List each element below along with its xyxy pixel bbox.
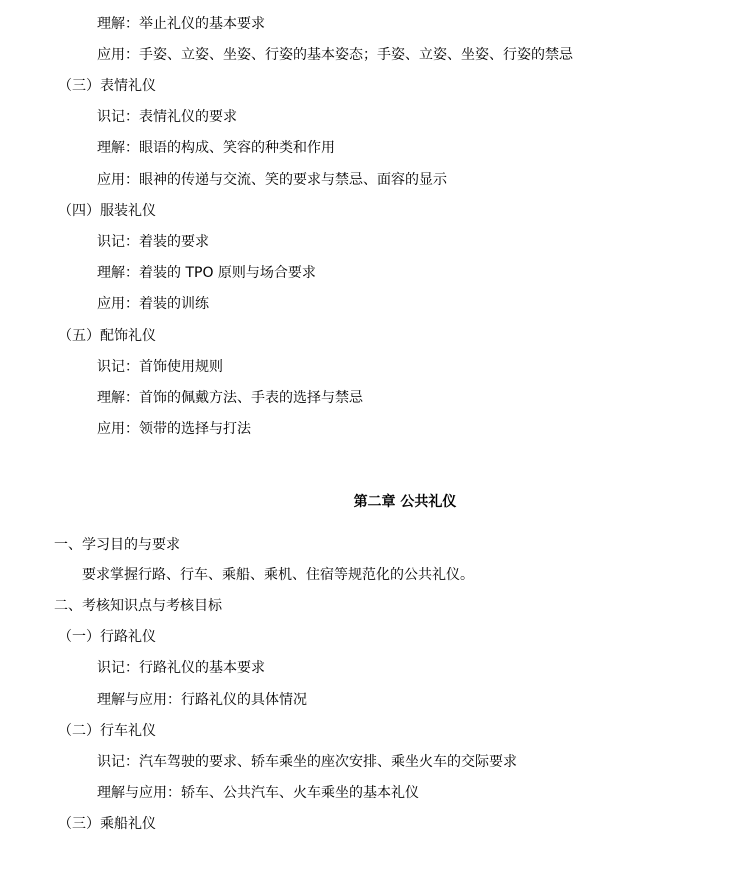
subsection-heading: （四）服装礼仪 <box>58 203 156 219</box>
list-item: 识记：首饰使用规则 <box>97 359 223 375</box>
list-item: 理解：举止礼仪的基本要求 <box>97 16 265 32</box>
list-item: 理解与应用：行路礼仪的具体情况 <box>97 692 307 708</box>
list-item: 理解：着装的 TPO 原则与场合要求 <box>97 265 316 281</box>
subsection-heading: （三）乘船礼仪 <box>58 816 156 832</box>
subsection-heading: （三）表情礼仪 <box>58 78 156 94</box>
paragraph: 要求掌握行路、行车、乘船、乘机、住宿等规范化的公共礼仪。 <box>82 567 474 583</box>
section-heading: 二、考核知识点与考核目标 <box>54 598 222 614</box>
list-item: 应用：手姿、立姿、坐姿、行姿的基本姿态；手姿、立姿、坐姿、行姿的禁忌 <box>97 47 573 63</box>
list-item: 应用：眼神的传递与交流、笑的要求与禁忌、面容的显示 <box>97 172 447 188</box>
list-item: 识记：行路礼仪的基本要求 <box>97 660 265 676</box>
subsection-heading: （一）行路礼仪 <box>58 629 156 645</box>
list-item: 应用：领带的选择与打法 <box>97 421 251 437</box>
subsection-heading: （五）配饰礼仪 <box>58 328 156 344</box>
list-item: 理解：首饰的佩戴方法、手表的选择与禁忌 <box>97 390 363 406</box>
chapter-title: 第二章 公共礼仪 <box>353 494 457 510</box>
subsection-heading: （二）行车礼仪 <box>58 723 156 739</box>
section-heading: 一、学习目的与要求 <box>54 537 180 553</box>
list-item: 理解与应用：轿车、公共汽车、火车乘坐的基本礼仪 <box>97 785 419 801</box>
list-item: 识记：汽车驾驶的要求、轿车乘坐的座次安排、乘坐火车的交际要求 <box>97 754 517 770</box>
list-item: 识记：表情礼仪的要求 <box>97 109 237 125</box>
list-item: 理解：眼语的构成、笑容的种类和作用 <box>97 140 335 156</box>
list-item: 应用：着装的训练 <box>97 296 209 312</box>
list-item: 识记：着装的要求 <box>97 234 209 250</box>
